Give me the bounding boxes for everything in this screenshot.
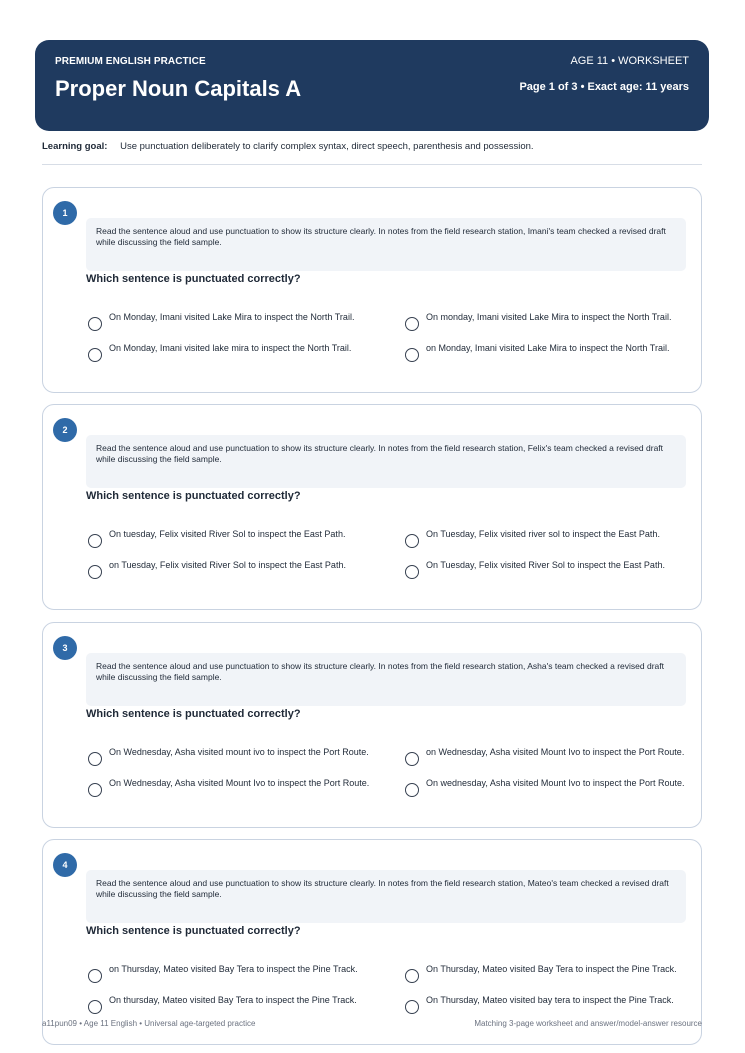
question-text: Which sentence is punctuated correctly? xyxy=(86,708,301,720)
radio-button[interactable] xyxy=(405,565,419,579)
footer-note: Matching 3-page worksheet and answer/model-answer resource xyxy=(474,1019,702,1028)
answer-option[interactable] xyxy=(405,560,665,579)
question-prompt: Read the sentence aloud and use punctuation to show its structure clearly. In notes from the field research station, Asha's team checked a revised draft while discussing the field sample. xyxy=(86,653,686,706)
radio-button[interactable] xyxy=(88,565,102,579)
radio-button[interactable] xyxy=(88,348,102,362)
radio-button[interactable] xyxy=(88,752,102,766)
answer-option[interactable] xyxy=(88,343,351,362)
answer-option-label: On thursday, Mateo visited Bay Tera to inspect the Pine Track. xyxy=(109,995,357,1005)
radio-button[interactable] xyxy=(405,348,419,362)
answer-option[interactable] xyxy=(88,778,369,797)
answer-option-label: On Monday, Imani visited lake mira to inspect the North Trail. xyxy=(109,343,352,353)
question-prompt: Read the sentence aloud and use punctuation to show its structure clearly. In notes from the field research station, Felix's team checked a revised draft while discussing the field sample. xyxy=(86,435,686,488)
question-card xyxy=(42,187,702,393)
question-number-badge: 1 xyxy=(53,201,77,225)
answer-option[interactable] xyxy=(405,529,660,548)
answer-option[interactable] xyxy=(405,343,669,362)
answer-option[interactable] xyxy=(88,529,345,548)
question-card xyxy=(42,839,702,1045)
radio-button[interactable] xyxy=(88,317,102,331)
radio-button[interactable] xyxy=(88,969,102,983)
divider xyxy=(42,164,702,165)
question-prompt: Read the sentence aloud and use punctuation to show its structure clearly. In notes from the field research station, Mateo's team checked a revised draft while discussing the field sample. xyxy=(86,870,686,923)
answer-option-label: On wednesday, Asha visited Mount Ivo to inspect the Port Route. xyxy=(426,778,685,788)
answer-option[interactable] xyxy=(88,964,358,983)
brand-label: PREMIUM ENGLISH PRACTICE xyxy=(55,56,206,67)
answer-option-label: On monday, Imani visited Lake Mira to inspect the North Trail. xyxy=(426,312,672,322)
radio-button[interactable] xyxy=(405,752,419,766)
answer-option-label: On Tuesday, Felix visited river sol to inspect the East Path. xyxy=(426,529,660,539)
answer-option-label: On Monday, Imani visited Lake Mira to inspect the North Trail. xyxy=(109,312,355,322)
learning-goal-label: Learning goal: xyxy=(42,141,108,152)
page-title: Proper Noun Capitals A xyxy=(55,76,302,101)
question-number-badge: 2 xyxy=(53,418,77,442)
answer-option-label: On Thursday, Mateo visited Bay Tera to inspect the Pine Track. xyxy=(426,964,677,974)
radio-button[interactable] xyxy=(88,534,102,548)
page-indicator: Page 1 of 3 • Exact age: 11 years xyxy=(519,81,689,93)
radio-button[interactable] xyxy=(405,783,419,797)
answer-option-label: on Thursday, Mateo visited Bay Tera to inspect the Pine Track. xyxy=(109,964,358,974)
question-card xyxy=(42,404,702,610)
answer-option[interactable] xyxy=(88,995,357,1014)
answer-option-label: On Wednesday, Asha visited Mount Ivo to inspect the Port Route. xyxy=(109,778,370,788)
answer-option[interactable] xyxy=(405,778,684,797)
worksheet-meta: AGE 11 • WORKSHEET xyxy=(570,55,689,67)
answer-option-label: on Tuesday, Felix visited River Sol to inspect the East Path. xyxy=(109,560,346,570)
question-number-badge: 3 xyxy=(53,636,77,660)
footer-code: a11pun09 • Age 11 English • Universal age-targeted practice xyxy=(42,1019,256,1028)
answer-option[interactable] xyxy=(405,312,671,331)
question-number-badge: 4 xyxy=(53,853,77,877)
answer-option[interactable] xyxy=(88,747,369,766)
answer-option-label: On Thursday, Mateo visited bay tera to inspect the Pine Track. xyxy=(426,995,674,1005)
answer-option[interactable] xyxy=(88,312,354,331)
worksheet-header xyxy=(35,40,709,131)
radio-button[interactable] xyxy=(88,1000,102,1014)
question-text: Which sentence is punctuated correctly? xyxy=(86,925,301,937)
radio-button[interactable] xyxy=(405,317,419,331)
radio-button[interactable] xyxy=(405,1000,419,1014)
question-prompt: Read the sentence aloud and use punctuation to show its structure clearly. In notes from the field research station, Imani's team checked a revised draft while discussing the field sample. xyxy=(86,218,686,271)
radio-button[interactable] xyxy=(405,969,419,983)
answer-option[interactable] xyxy=(405,747,684,766)
answer-option-label: on Wednesday, Asha visited Mount Ivo to inspect the Port Route. xyxy=(426,747,685,757)
radio-button[interactable] xyxy=(88,783,102,797)
answer-option-label: on Monday, Imani visited Lake Mira to inspect the North Trail. xyxy=(426,343,670,353)
radio-button[interactable] xyxy=(405,534,419,548)
learning-goal-text: Use punctuation deliberately to clarify complex syntax, direct speech, parenthesis and possession. xyxy=(120,141,534,152)
answer-option-label: On Tuesday, Felix visited River Sol to inspect the East Path. xyxy=(426,560,665,570)
question-text: Which sentence is punctuated correctly? xyxy=(86,273,301,285)
learning-goal xyxy=(42,141,534,152)
question-card xyxy=(42,622,702,828)
answer-option[interactable] xyxy=(405,964,677,983)
answer-option-label: On Wednesday, Asha visited mount ivo to inspect the Port Route. xyxy=(109,747,369,757)
answer-option-label: On tuesday, Felix visited River Sol to inspect the East Path. xyxy=(109,529,346,539)
answer-option[interactable] xyxy=(88,560,346,579)
question-text: Which sentence is punctuated correctly? xyxy=(86,490,301,502)
answer-option[interactable] xyxy=(405,995,674,1014)
